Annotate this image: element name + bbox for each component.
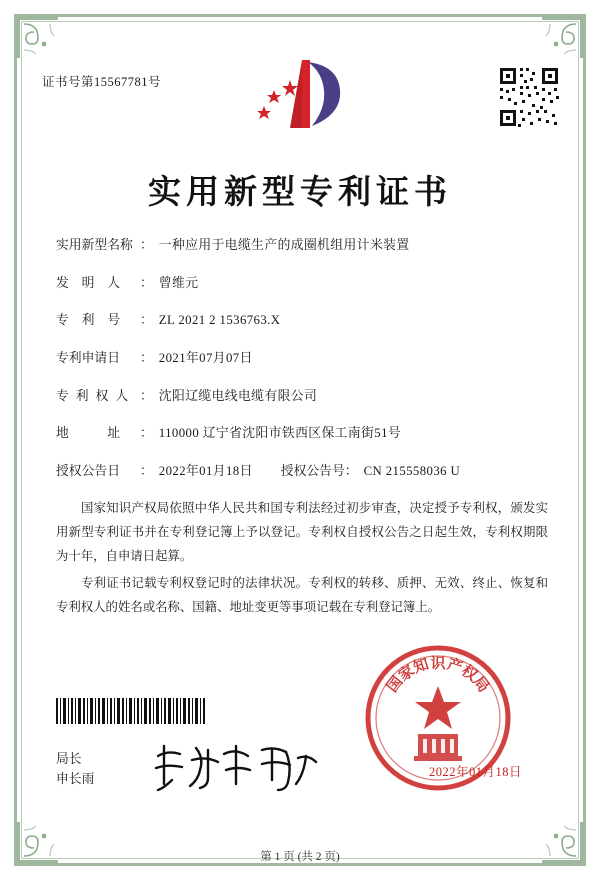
field-colon: ： <box>140 464 153 479</box>
field-value-secondary: CN 215558036 U <box>363 464 461 479</box>
svg-text:局: 局 <box>469 672 494 696</box>
field-row-address <box>56 424 554 443</box>
qr-code-icon <box>498 66 560 128</box>
svg-text:知: 知 <box>411 654 431 677</box>
barcode-icon <box>56 698 206 724</box>
svg-text:国: 国 <box>382 672 407 696</box>
field-colon: ： <box>140 275 153 290</box>
field-label: 地 址 <box>56 426 120 441</box>
field-row-patentee <box>56 387 554 406</box>
field-label: 实用新型名称 <box>56 238 133 252</box>
field-value: 沈阳辽缆电线电缆有限公司 <box>158 388 318 403</box>
field-value: ZL 2021 2 1536763.X <box>158 313 281 328</box>
field-label: 专 利 号 <box>56 313 120 328</box>
svg-text:识: 识 <box>430 654 446 672</box>
certificate-content <box>38 38 562 863</box>
field-colon: ： <box>140 426 153 441</box>
field-row-patent-number <box>56 311 554 330</box>
svg-text:家: 家 <box>395 661 418 685</box>
legal-paragraph: 国家知识产权局依照中华人民共和国专利法经过初步审查，决定授予专利权，颁发实用新型专利证书并在专利登记簿上予以登记。专利权自授权公告之日起生效，专利权期限为十年，自申请日起算。 <box>56 501 548 564</box>
field-value: 曾维元 <box>158 275 199 290</box>
page-title: 实用新型专利证书 <box>148 172 452 211</box>
field-label: 发 明 人 <box>56 275 120 290</box>
field-value: 2021年07月07日 <box>158 351 253 366</box>
field-colon: ： <box>140 388 153 403</box>
field-value: 110000 辽宁省沈阳市铁西区保工南街51号 <box>158 426 402 441</box>
field-row-name <box>56 236 554 255</box>
cnipa-logo-icon <box>246 56 354 134</box>
svg-text:权: 权 <box>458 661 481 685</box>
field-colon: ： <box>140 351 153 366</box>
field-colon: ： <box>140 313 153 328</box>
field-label: 专利申请日 <box>56 351 120 366</box>
field-row-application-date <box>56 349 554 368</box>
signature-role-label: 局长 <box>56 752 82 767</box>
field-value: 2022年01月18日 <box>158 464 253 479</box>
signature-block <box>56 750 94 790</box>
legal-paragraph: 专利证书记载专利权登记时的法律状况。专利权的转移、质押、无效、终止、恢复和专利权人的姓名或名称、国籍、地址变更等事项记载在专利登记簿上。 <box>56 575 548 614</box>
field-row-inventor <box>56 274 554 293</box>
field-value: 一种应用于电缆生产的成圈机组用计米装置 <box>158 238 410 252</box>
field-label: 专利权人 <box>56 388 136 403</box>
field-label-secondary: 授权公告号： <box>280 464 358 479</box>
seal-date: 2022年01月18日 <box>428 765 522 779</box>
svg-text:产: 产 <box>445 654 465 677</box>
page-footer: 第 1 页 (共 2 页) <box>260 851 340 863</box>
fields-list <box>56 236 554 500</box>
handwritten-signature-icon <box>150 740 320 794</box>
field-colon: ： <box>140 238 153 252</box>
legal-text <box>56 496 548 621</box>
certificate-number: 证书号第15567781号 <box>42 75 162 89</box>
signature-name: 申长雨 <box>56 772 95 787</box>
field-row-grant-announcement <box>56 462 554 481</box>
field-label: 授权公告日 <box>56 464 120 479</box>
